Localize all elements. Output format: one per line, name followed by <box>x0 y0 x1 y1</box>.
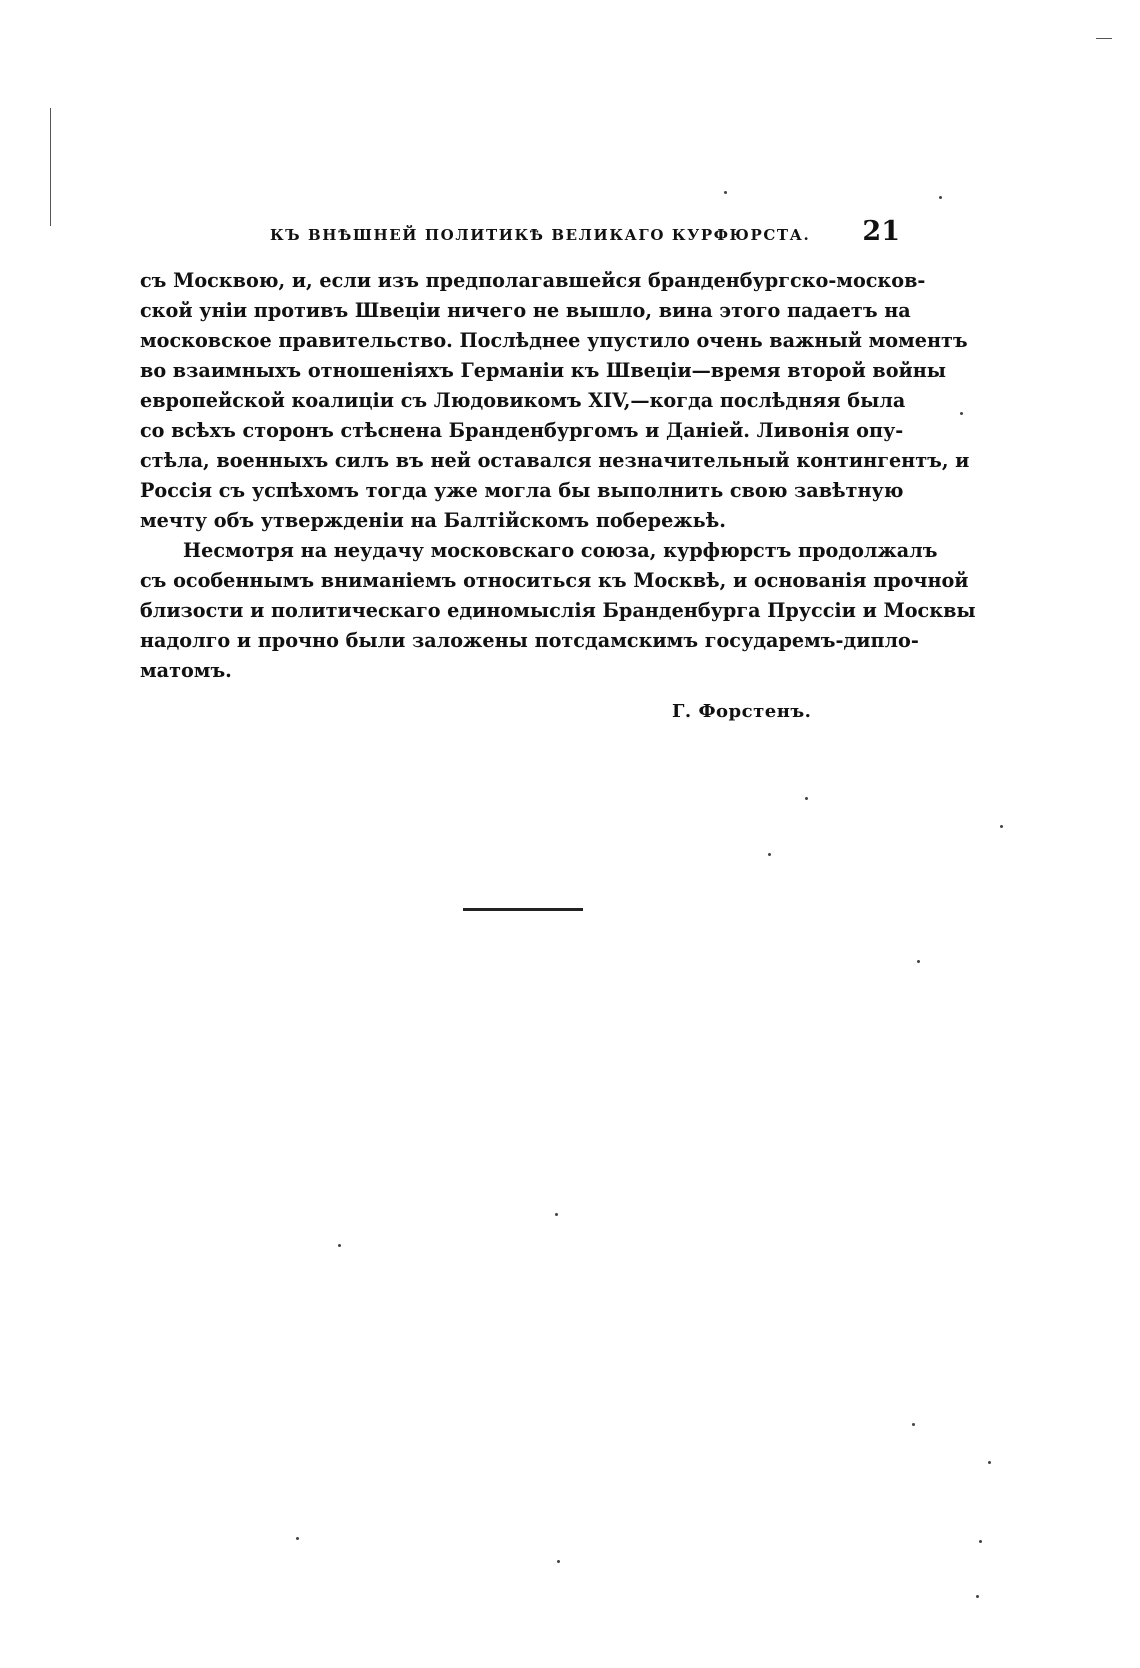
scan-edge-mark <box>1096 38 1112 39</box>
scan-edge-mark <box>50 108 51 226</box>
scan-speck <box>912 1423 915 1426</box>
text-line: Россія съ успѣхомъ тогда уже могла бы выполнить свою завѣтную <box>140 479 904 502</box>
text-line: европейской коалиціи съ Людовикомъ XIV,—когда послѣдняя была <box>140 389 906 412</box>
text-line: во взаимныхъ отношеніяхъ Германіи къ Швеціи—время второй войны <box>140 359 947 382</box>
text-line: мечту объ утвержденіи на Балтійскомъ побережьѣ. <box>140 509 726 532</box>
body-text <box>140 266 976 686</box>
end-rule <box>463 908 583 911</box>
scan-speck <box>1000 825 1003 828</box>
scan-speck <box>960 412 963 415</box>
scan-speck <box>976 1595 979 1598</box>
text-line: ской уніи противъ Швеціи ничего не вышло, вина этого падаетъ на <box>140 299 911 322</box>
scan-speck <box>338 1244 341 1247</box>
scan-speck <box>557 1560 560 1563</box>
running-title: КЪ ВНѢШНЕЙ ПОЛИТИКѢ ВЕЛИКАГО КУРФЮРСТА. <box>270 226 811 244</box>
author-signature: Г. Форстенъ. <box>672 701 812 722</box>
paragraph-1 <box>140 266 970 536</box>
text-line: Несмотря на неудачу московскаго союза, курфюрстъ продолжалъ <box>183 539 938 562</box>
text-line: близости и политическаго единомыслія Бранденбурга Пруссіи и Москвы <box>140 599 976 622</box>
scan-speck <box>917 960 920 963</box>
paragraph-2 <box>140 536 976 686</box>
text-line: съ особеннымъ вниманіемъ относиться къ Москвѣ, и основанія прочной <box>140 569 969 592</box>
text-line: со всѣхъ сторонъ стѣснена Бранденбургомъ и Даніей. Ливонія опу- <box>140 419 904 442</box>
text-line: московское правительство. Послѣднее упустило очень важный моментъ <box>140 329 968 352</box>
text-line: стѣла, военныхъ силъ въ ней оставался незначительный контингентъ, и <box>140 449 970 472</box>
scan-speck <box>724 191 727 194</box>
text-line: матомъ. <box>140 659 232 682</box>
running-header <box>270 216 900 256</box>
scan-speck <box>296 1537 299 1540</box>
scan-speck <box>768 853 771 856</box>
text-line: съ Москвою, и, если изъ предполагавшейся бранденбургско-москов- <box>140 269 926 292</box>
scan-speck <box>939 196 942 199</box>
scan-speck <box>555 1213 558 1216</box>
scan-speck <box>979 1540 982 1543</box>
scan-speck <box>805 797 808 800</box>
page-number: 21 <box>862 216 900 247</box>
scan-speck <box>988 1461 991 1464</box>
text-line: надолго и прочно были заложены потсдамскимъ государемъ-дипло- <box>140 629 919 652</box>
